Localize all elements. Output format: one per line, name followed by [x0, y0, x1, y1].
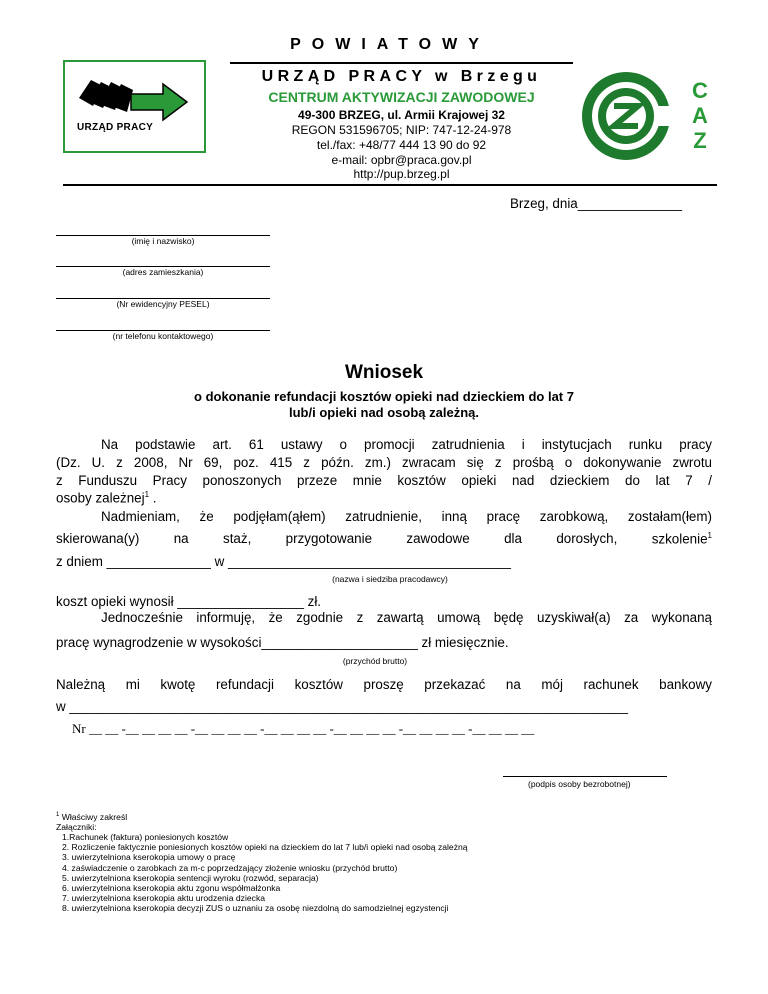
attachment-item: 6. uwierzytelniona kserokopia aktu zgonu współmałżonka [62, 883, 281, 894]
header-rule [230, 62, 573, 64]
caz-logo [578, 68, 718, 183]
para2-word: staż, [223, 531, 252, 546]
footnote-mark: 1 [56, 812, 60, 818]
attachment-item: 1.Rachunek (faktura) poniesionych kosztów [62, 832, 229, 842]
para1-line1: Na podstawie art. 61 ustawy o promocji zatrudnienia i instytucjach runku pracy [101, 437, 712, 452]
caz-letter-c: C [692, 78, 708, 103]
cost-line[interactable]: koszt opieki wynosił _________________ zł. [56, 594, 322, 609]
logo-left-text: URZĄD PRACY [77, 122, 154, 133]
caz-letter-z: Z [693, 128, 707, 153]
header-subtitle: CENTRUM AKTYWIZACJI ZAWODOWEJ [268, 89, 535, 105]
phone-field-label: (nr telefonu kontaktowego) [112, 331, 214, 341]
header-separator [63, 184, 717, 186]
attachments-list [62, 832, 468, 914]
income-label: (przychód brutto) [342, 656, 408, 666]
para1-line4-text: osoby zależnej [56, 490, 145, 506]
header-email: e-mail: opbr@praca.gov.pl [331, 153, 472, 167]
pesel-field-label: (Nr ewidencyjny PESEL) [116, 299, 210, 309]
attachment-item: 8. uwierzytelniona kserokopia decyzji ZUS o uznaniu za osobę niezdolną do samodzielnej egzystencji [62, 903, 449, 914]
para1-line2: (Dz. U. z 2008, Nr 69, poz. 415 z późn. zm.) zwracam się z prośbą o dokonywanie zwrotu [56, 455, 712, 470]
signature-label: (podpis osoby bezrobotnej) [528, 779, 631, 789]
footnote-text: Właściwy zakreśl [59, 811, 128, 822]
header-title-urzad: URZĄD PRACY w Brzegu [261, 68, 542, 85]
para1-line4-end: . [149, 490, 157, 506]
header-www: http://pup.brzeg.pl [353, 167, 450, 181]
attachment-item: 7. uwierzytelniona kserokopia aktu urodzenia dziecka [62, 893, 266, 904]
attachment-item: 4. zaświadczenie o zarobkach za m-c poprzedzający złożenie wniosku (przychód brutto) [62, 862, 398, 873]
address-field-label: (adres zamieszkania) [122, 267, 204, 277]
place-date: Brzeg, dnia______________ [510, 196, 682, 211]
para2-word: zawodowe [406, 531, 470, 546]
signature-line[interactable] [503, 776, 667, 777]
para2-word: przygotowanie [285, 531, 373, 546]
para1-line4 [56, 490, 157, 505]
header-regon: REGON 531596705; NIP: 747-12-24-978 [291, 123, 512, 137]
para2-word: dorosłych, [556, 531, 618, 546]
header-phone: tel./fax: +48/77 444 13 90 do 92 [316, 138, 487, 152]
income-info-line: Jednocześnie informuję, że zgodnie z zawartą umową będę uzyskiwał(a) za wykonaną [101, 610, 712, 625]
name-field-label: (imię i nazwisko) [131, 236, 195, 246]
footnote-ref: 1 [707, 531, 712, 540]
employer-label: (nazwa i siedziba pracodawcy) [332, 574, 448, 584]
header-title-powiatowy: POWIATOWY [290, 36, 490, 53]
urzad-pracy-logo [63, 60, 206, 153]
para2-word: skierowana(y) [56, 531, 140, 546]
income-amount-line[interactable]: pracę wynagrodzenie w wysokości_____________________ zł miesięcznie. [56, 635, 509, 650]
document-subtitle-2: lub/i opieki nad osobą zależną. [289, 405, 479, 420]
para2-word-last [652, 531, 712, 546]
para2-word: na [173, 531, 189, 546]
footnote [56, 810, 127, 822]
document-subtitle-1: o dokonanie refundacji kosztów opieki nad dzieckiem do lat 7 [194, 389, 574, 404]
footnote-ref: 1 [144, 490, 150, 499]
account-line1: Należną mi kwotę refundacji kosztów proszę przekazać na mój rachunek bankowy [56, 677, 712, 692]
attachment-item: 5. uwierzytelniona kserokopia sentencji wyroku (rozwód, separacja) [62, 872, 319, 883]
attachment-item: 3. uwierzytelniona kserokopia umowy o pracę [62, 852, 236, 863]
document-title: Wniosek [344, 362, 424, 383]
para2-line1: Nadmieniam, że podjęłam(ąłem) zatrudnienie, inną pracę zarobkową, zostałam(łem) [101, 509, 712, 524]
attachment-item: 2. Rozliczenie faktycznie poniesionych kosztów opieki na dzieckiem do lat 7 lub/i opieki nad osobą zależną [62, 842, 468, 853]
attachments-title: Załączniki: [56, 822, 97, 832]
header-address: 49-300 BRZEG, ul. Armii Krajowej 32 [298, 108, 505, 122]
para2-word: szkolenie [651, 531, 708, 547]
account-number-line[interactable]: Nr __ __ -__ __ __ __ -__ __ __ __ -__ __ __ __ -__ __ __ __ -__ __ __ __ -__ __ __ __ [72, 721, 535, 736]
para1-line3: z Funduszu Pracy ponoszonych przeze mnie kosztów opieki nad dzieckiem do lat 7 / [56, 473, 712, 488]
cards-arrow-icon [65, 62, 204, 151]
para2-line2 [56, 531, 712, 546]
account-line2[interactable]: w ___________________________________________________________________________ [56, 699, 628, 714]
para2-word: dla [504, 531, 522, 546]
caz-letter-a: A [692, 103, 708, 128]
employment-date-line[interactable]: z dniem ______________ w ______________________________________ [56, 554, 511, 569]
